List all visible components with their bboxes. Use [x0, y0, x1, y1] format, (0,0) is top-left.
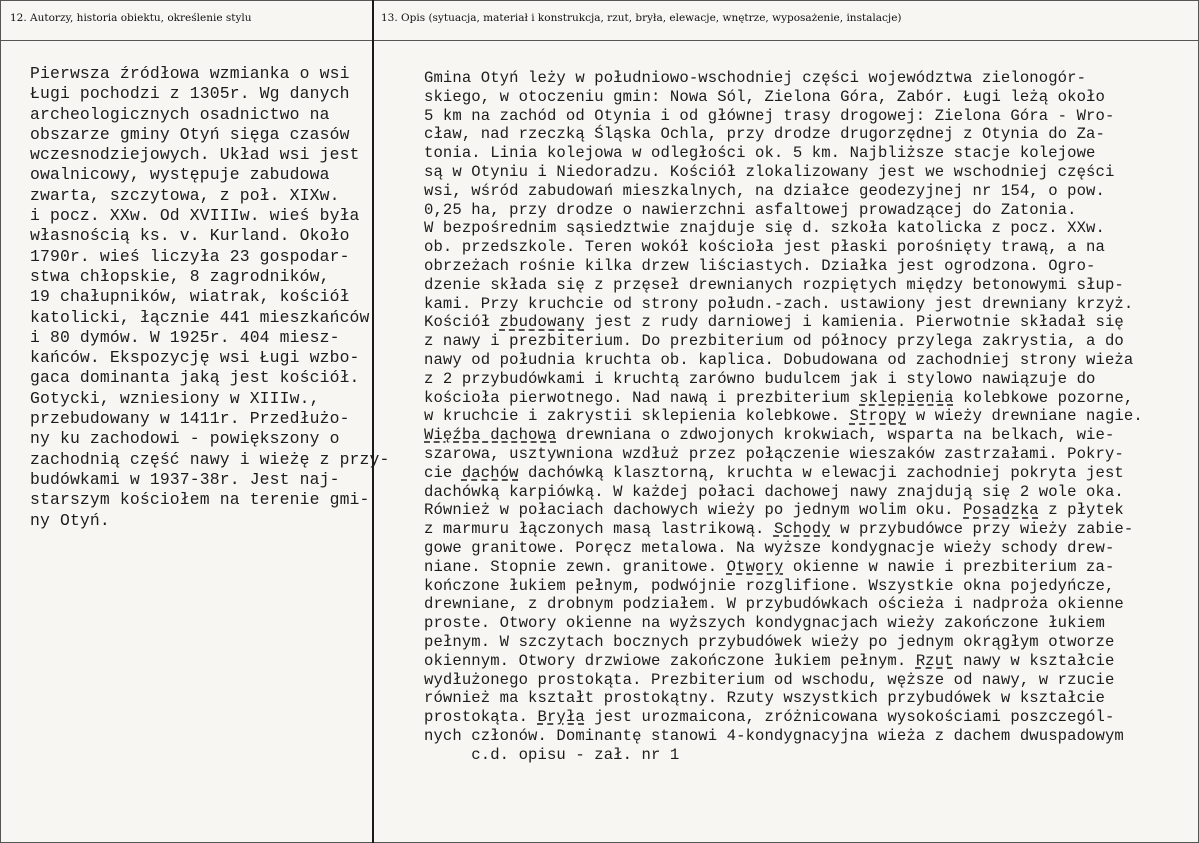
- text-segment: okiennym. Otwory drzwiowe zakończone łukiem pełnym.: [424, 651, 916, 670]
- history-text-line: zachodnią część nawy i wieżę z przy-: [30, 449, 390, 469]
- text-segment: 0,25 ha, przy drodze o nawierzchni asfaltowej prowadzącej do Zatonia.: [424, 200, 1077, 219]
- description-text-line: [424, 257, 1194, 276]
- text-segment: Kościół: [424, 313, 500, 332]
- description-text-line: [424, 238, 1194, 257]
- underlined-keyword: Schody: [773, 520, 831, 539]
- description-text-line: [424, 595, 1194, 614]
- underlined-keyword: dachów: [461, 463, 519, 482]
- underlined-keyword: Otwory: [726, 557, 784, 576]
- underlined-keyword: Bryła: [537, 708, 585, 727]
- description-text-line: [424, 313, 1194, 332]
- history-text-line: własnością ks. v. Kurland. Około: [30, 226, 350, 246]
- description-text-line: [424, 182, 1194, 201]
- text-segment: w wieży drewniane nagie.: [906, 407, 1143, 426]
- underlined-keyword: Rzut: [915, 651, 954, 670]
- history-text-line: Gotycki, wzniesiony w XIIIw.,: [30, 388, 320, 408]
- text-segment: gowe granitowe. Poręcz metalowa. Na wyższe kondygnacje wieży schody drew-: [424, 538, 1115, 557]
- text-segment: z 2 przybudówkami i kruchtą zarówno budulcem jak i stylowo nawiązuje do: [424, 369, 1096, 388]
- header-divider: [0, 40, 1199, 41]
- text-segment: cław, nad rzeczką Śląska Ochla, przy drodze drugorzędnej z Otynia do Za-: [424, 125, 1105, 144]
- text-segment: również ma kształt prostokątny. Rzuty wszystkich przybudówek w kształcie: [424, 689, 1105, 708]
- underlined-keyword: sklepienia: [859, 388, 954, 407]
- text-segment: drewniane, z drobnym podziałem. W przybudówkach ościeża i nadproża okienne: [424, 595, 1124, 614]
- text-segment: ob. przedszkole. Teren wokół kościoła jest płaski porośnięty trawą, a na: [424, 238, 1105, 257]
- description-text-line: [424, 69, 1194, 88]
- description-text-line: [424, 708, 1194, 727]
- description-text-line: [424, 125, 1194, 144]
- history-text-line: wczesnodziejowych. Układ wsi jest: [30, 145, 360, 165]
- description-text-line: [424, 445, 1194, 464]
- description-text-line: [424, 88, 1194, 107]
- text-segment: kończone łukiem pełnym, podwójnie rozglifione. Wszystkie okna pojedyńcze,: [424, 576, 1115, 595]
- history-text-line: stwa chłopskie, 8 zagrodników,: [30, 266, 330, 286]
- section-12-heading: 12. Autorzy, historia obiektu, określenie stylu: [10, 12, 252, 24]
- text-segment: z nawy i prezbiterium. Do prezbiterium od północy przylega zakrystia, a do: [424, 332, 1124, 351]
- description-text-line: [424, 276, 1194, 295]
- history-text-line: Pierwsza źródłowa wzmianka o wsi: [30, 64, 350, 83]
- text-segment: Również w połaciach dachowych wieży po jednym wolim oku.: [424, 501, 964, 520]
- description-text-line: [424, 144, 1194, 163]
- history-text-line: i 80 dymów. W 1925r. 404 miesz-: [30, 327, 340, 347]
- text-segment: kolebkowe pozorne,: [953, 388, 1134, 407]
- description-text-line: [424, 652, 1194, 671]
- text-segment: z marmuru łączonych masą lastrikową.: [424, 520, 774, 539]
- text-segment: dachówką klasztorną, kruchta w elewacji zachodniej pokryta jest: [518, 463, 1124, 482]
- text-segment: kami. Przy kruchcie od strony połudn.-zach. ustawiony jest drewniany krzyż.: [424, 294, 1134, 313]
- description-text-line: [424, 689, 1194, 708]
- history-text-line: 19 chałupników, wiatrak, kościół: [30, 287, 350, 307]
- description-text-line: [424, 389, 1194, 408]
- description-text-line: [424, 614, 1194, 633]
- description-text-line: [424, 520, 1194, 539]
- text-segment: są w Otyniu i Niedoradzu. Kościół zlokalizowany jest we wschodniej części: [424, 162, 1115, 181]
- text-segment: szarowa, usztywniona wzdłuż przez połączenie wieszaków zastrzałami. Pokry-: [424, 444, 1124, 463]
- text-segment: jest urozmaicona, zróżnicowana wysokościami poszczegól-: [584, 708, 1115, 727]
- text-segment: wsi, wśród zabudowań mieszkalnych, na działce geodezyjnej nr 154, o pow.: [424, 181, 1105, 200]
- history-text-line: gaca dominanta jaką jest kościół.: [30, 368, 360, 388]
- description-text-line: [424, 295, 1194, 314]
- text-segment: dachówką karpiówką. W każdej połaci dachowej nawy znajdują się 2 wole oka.: [424, 482, 1124, 501]
- description-text-line: [424, 558, 1194, 577]
- text-segment: jest z rudy darniowej i kamienia. Pierwotnie składał się: [584, 313, 1124, 332]
- description-text-line: [424, 201, 1194, 220]
- text-segment: prostokąta.: [424, 708, 538, 727]
- description-text-line: [424, 219, 1194, 238]
- description-text-line: [424, 727, 1194, 746]
- history-text-line: 1790r. wieś liczyła 23 gospodar-: [30, 246, 350, 266]
- text-segment: nych członów. Dominantę stanowi 4-kondygnacyjna wieża z dachem dwuspadowym: [424, 726, 1124, 745]
- section-13-heading: 13. Opis (sytuacja, materiał i konstrukcja, rzut, bryła, elewacje, wnętrze, wyposażenie, instalacje): [381, 12, 902, 24]
- text-segment: obrzeżach rośnie kilka drzew liściastych. Działka jest ogrodzona. Ogro-: [424, 256, 1096, 275]
- text-segment: kościoła pierwotnego. Nad nawą i prezbiterium: [424, 388, 860, 407]
- history-text-line: ny ku zachodowi - powiększony o: [30, 429, 340, 449]
- history-text-line: kańców. Ekspozycję wsi Ługi wzbo-: [30, 348, 360, 368]
- text-segment: cie: [424, 463, 462, 482]
- description-text-line: [424, 332, 1194, 351]
- description-text-line: [424, 464, 1194, 483]
- text-segment: w kruchcie i zakrystii sklepienia kolebkowe.: [424, 407, 850, 426]
- text-segment: dzenie składa się z przęseł drewnianych rozpiętych między betonowymi słup-: [424, 275, 1124, 294]
- text-segment: 5 km na zachód od Otynia i od głównej trasy drogowej: Zielona Góra - Wro-: [424, 106, 1115, 125]
- underlined-keyword: zbudowany: [499, 313, 585, 332]
- description-text-line: [424, 671, 1194, 690]
- underlined-keyword: Stropy: [849, 407, 907, 426]
- history-text-line: obszarze gminy Otyń sięga czasów: [30, 124, 350, 144]
- description-text-line: [424, 539, 1194, 558]
- description-text-line: [424, 746, 1194, 765]
- description-text-line: [424, 370, 1194, 389]
- history-text-line: starszym kościołem na terenie gmi-: [30, 490, 370, 510]
- text-segment: W bezpośrednim sąsiedztwie znajduje się d. szkoła katolicka z pocz. XXw.: [424, 219, 1105, 238]
- history-text-column: [30, 64, 390, 531]
- history-text-line: przebudowany w 1411r. Przedłużo-: [30, 409, 350, 429]
- text-segment: Gmina Otyń leży w południowo-wschodniej części województwa zielonogór-: [424, 69, 1087, 87]
- text-segment: w przybudówce przy wieży zabie-: [830, 520, 1134, 539]
- history-text-line: katolicki, łącznie 441 mieszkańców: [30, 307, 370, 327]
- text-segment: z płytek: [1038, 501, 1124, 520]
- underlined-keyword: Posadzka: [963, 501, 1039, 520]
- history-text-line: owalnicowy, występuje zabudowa: [30, 165, 330, 185]
- text-segment: okienne w nawie i prezbiterium za-: [783, 557, 1115, 576]
- description-text-column: [424, 69, 1194, 764]
- text-segment: skiego, w otoczeniu gmin: Nowa Sól, Zielona Góra, Zabór. Ługi leżą około: [424, 87, 1105, 106]
- description-text-line: [424, 577, 1194, 596]
- history-text-line: archeologicznych osadnictwo na: [30, 104, 330, 124]
- text-segment: c.d. opisu - zał. nr 1: [424, 745, 680, 764]
- description-text-line: [424, 407, 1194, 426]
- history-text-line: i pocz. XXw. Od XVIIIw. wieś była: [30, 206, 360, 226]
- text-segment: drewniana o zdwojonych krokwiach, wsparta na belkach, wie-: [556, 426, 1115, 445]
- text-segment: nawy od południa kruchta ob. kaplica. Dobudowana od zachodniej strony wieża: [424, 350, 1134, 369]
- description-text-line: [424, 163, 1194, 182]
- text-segment: proste. Otwory okienne na wyższych kondygnacjach wieży zakończone łukiem: [424, 614, 1105, 633]
- description-text-line: [424, 107, 1194, 126]
- description-text-line: [424, 351, 1194, 370]
- text-segment: nawy w kształcie: [953, 651, 1115, 670]
- history-text-line: zwarta, szczytowa, z poł. XIXw.: [30, 185, 340, 205]
- text-segment: pełnym. W szczytach bocznych przybudówek wieży po jednym okrągłym otworze: [424, 632, 1115, 651]
- underlined-keyword: Więźba dachowa: [424, 426, 557, 445]
- history-text-line: Ługi pochodzi z 1305r. Wg danych: [30, 84, 350, 104]
- text-segment: niane. Stopnie zewn. granitowe.: [424, 557, 727, 576]
- text-segment: wydłużonego prostokąta. Prezbiterium od wschodu, węższe od nawy, w rzucie: [424, 670, 1115, 689]
- description-text-line: [424, 501, 1194, 520]
- history-text-line: budówkami w 1937-38r. Jest naj-: [30, 469, 340, 489]
- history-text-line: ny Otyń.: [30, 510, 110, 530]
- description-text-line: [424, 633, 1194, 652]
- text-segment: tonia. Linia kolejowa w odległości ok. 5 km. Najbliższe stacje kolejowe: [424, 144, 1096, 163]
- description-text-line: [424, 426, 1194, 445]
- description-text-line: [424, 483, 1194, 502]
